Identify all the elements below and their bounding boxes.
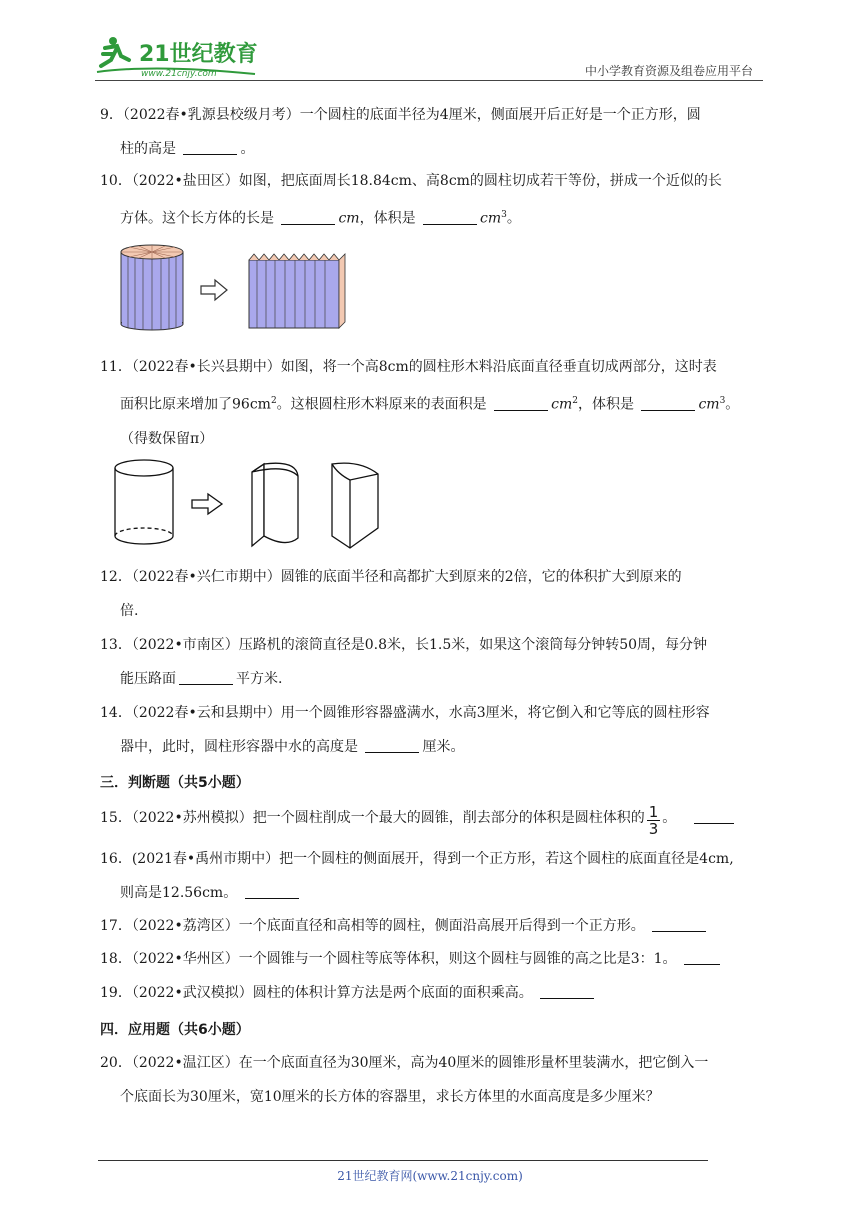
- question-number: 12．: [100, 569, 132, 585]
- footer-divider: [98, 1160, 708, 1161]
- question-text: （2022•华州区）一个圆锥与一个圆柱等底等体积，则这个圆柱与圆锥的高之比是3：1。: [131, 951, 677, 967]
- answer-blank[interactable]: [423, 210, 477, 225]
- page-header: [95, 30, 763, 80]
- question-14: [100, 696, 760, 764]
- question-number: 17．: [100, 918, 132, 934]
- question-text: 面积比原来增加了96cm: [120, 396, 271, 413]
- question-text: （2022春•长兴县期中）如图，将一个高8cm的圆柱形木料沿底面直径垂直切成两部分，这时表: [131, 359, 717, 375]
- question-text: 。: [725, 396, 740, 413]
- footer-source: 21世纪教育网(www.21cnjy.com): [337, 1169, 523, 1183]
- 21cnjy-logo: [95, 34, 265, 78]
- fraction-one-third: [647, 804, 661, 837]
- unit-exponent: 3: [501, 210, 507, 220]
- unit-text: cm: [338, 210, 360, 227]
- question-text: (2021春•禹州市期中）把一个圆柱的侧面展开，得到一个正方形，若这个圆柱的底面直径是4cm,: [131, 851, 734, 867]
- question-9: [100, 98, 760, 166]
- question-text: 个底面长为30厘米，宽10厘米的长方体的容器里，求长方体里的水面高度是多少厘米？: [120, 1089, 660, 1105]
- logo-text: 21世纪教育: [139, 42, 258, 67]
- unit-text: cm: [480, 210, 502, 227]
- question-text: ，体积是: [359, 210, 416, 227]
- unit-exponent: 3: [719, 396, 726, 406]
- approximate-cuboid: [249, 254, 345, 328]
- question-text: 。: [506, 210, 521, 227]
- answer-blank[interactable]: [281, 210, 335, 225]
- question-text: 。: [662, 810, 677, 826]
- question-12: [100, 560, 760, 628]
- answer-blank[interactable]: [183, 140, 237, 155]
- section-heading-application: 四．应用题（共6小题）: [100, 1022, 250, 1038]
- header-divider: [95, 80, 763, 81]
- fraction-denominator: 3: [648, 820, 659, 838]
- answer-blank[interactable]: [652, 917, 706, 932]
- question-text: （2022春•兴仁市期中）圆锥的底面半径和高都扩大到原来的2倍，它的体积扩大到原来的: [131, 569, 682, 585]
- question-number: 14．: [100, 705, 132, 721]
- question-text: （2022•盐田区）如图，把底面周长18.84cm、高8cm的圆柱切成若干等份，拼成一个近似的长: [131, 173, 722, 189]
- logo-url: www.21cnjy.com: [141, 69, 217, 78]
- arrow-right-icon: [192, 494, 222, 514]
- fraction-numerator: 1: [648, 803, 659, 821]
- question-11: [100, 350, 760, 456]
- cylinder-to-cuboid-figure: [115, 242, 355, 334]
- question-number: 13．: [100, 637, 132, 653]
- question-text: 方体。这个长方体的长是: [120, 210, 274, 227]
- half-cylinder-left: [252, 463, 298, 546]
- unit-text: cm: [698, 396, 720, 413]
- answer-blank[interactable]: [179, 670, 233, 685]
- question-text: 平方米.: [236, 671, 283, 687]
- question-text: （2022春•云和县期中）用一个圆锥形容器盛满水，水高3厘米，将它倒入和它等底的圆柱形容: [131, 705, 710, 721]
- question-number: 20．: [100, 1055, 132, 1071]
- question-text: 器中，此时，圆柱形容器中水的高度是: [120, 739, 358, 755]
- runner-icon: [101, 37, 129, 66]
- unit-text: cm: [551, 396, 573, 413]
- header-platform-name: 中小学教育资源及组卷应用平台: [584, 64, 753, 78]
- question-20: [100, 1046, 760, 1114]
- answer-blank[interactable]: [694, 809, 734, 824]
- question-text: ，体积是: [577, 396, 634, 413]
- question-text: 能压路面: [120, 671, 176, 687]
- question-number: 11．: [100, 359, 132, 375]
- answer-blank[interactable]: [494, 396, 548, 411]
- question-text: 柱的高是: [120, 141, 176, 157]
- question-text: （2022•武汉模拟）圆柱的体积计算方法是两个底面的面积乘高。: [131, 985, 533, 1001]
- question-text: 倍.: [120, 603, 139, 619]
- question-18: [100, 942, 760, 976]
- answer-blank[interactable]: [245, 884, 299, 899]
- cylinder-cut-figure: [110, 456, 410, 552]
- question-13: [100, 628, 760, 696]
- sliced-cylinder: [121, 245, 183, 330]
- question-19: [100, 976, 760, 1010]
- question-text: （2022•苏州模拟）把一个圆柱削成一个最大的圆锥，削去部分的体积是圆柱体积的: [131, 810, 645, 826]
- question-number: 15．: [100, 810, 132, 826]
- question-note: （得数保留π）: [120, 430, 214, 447]
- answer-blank[interactable]: [365, 738, 419, 753]
- question-text: （2022•温江区）在一个底面直径为30厘米，高为40厘米的圆锥形量杯里装满水，把它倒入一: [131, 1055, 709, 1071]
- question-number: 10．: [100, 173, 132, 189]
- question-number: 16．: [100, 851, 132, 867]
- question-text: （2022•市南区）压路机的滚筒直径是0.8米，长1.5米，如果这个滚筒每分钟转50周，每分钟: [131, 637, 708, 653]
- question-text: （2022春•乳源县校级月考）一个圆柱的底面半径为4厘米，侧面展开后正好是一个正方形，圆: [122, 107, 701, 123]
- half-cylinder-right: [332, 463, 378, 548]
- question-text: （2022•荔湾区）一个底面直径和高相等的圆柱，侧面沿高展开后得到一个正方形。: [131, 918, 645, 934]
- question-number: 18．: [100, 951, 132, 967]
- question-text: 。: [240, 141, 255, 157]
- question-text: 。这根圆柱形木料原来的表面积是: [276, 396, 487, 413]
- unit-exponent: 2: [270, 396, 277, 406]
- answer-blank[interactable]: [684, 950, 720, 965]
- answer-blank[interactable]: [641, 396, 695, 411]
- wooden-cylinder: [115, 460, 173, 544]
- question-number: 19．: [100, 985, 132, 1001]
- question-15: [100, 801, 760, 837]
- question-17: [100, 909, 760, 943]
- section-heading-judgement: 三．判断题（共5小题）: [100, 775, 250, 791]
- question-text: 厘米。: [422, 739, 465, 755]
- question-text: 则高是12.56cm。: [120, 885, 238, 901]
- unit-exponent: 2: [572, 396, 578, 406]
- question-16: [100, 842, 760, 910]
- answer-blank[interactable]: [540, 984, 594, 999]
- arrow-right-icon: [201, 280, 227, 300]
- question-number: 9．: [100, 107, 123, 123]
- question-10: [100, 164, 760, 236]
